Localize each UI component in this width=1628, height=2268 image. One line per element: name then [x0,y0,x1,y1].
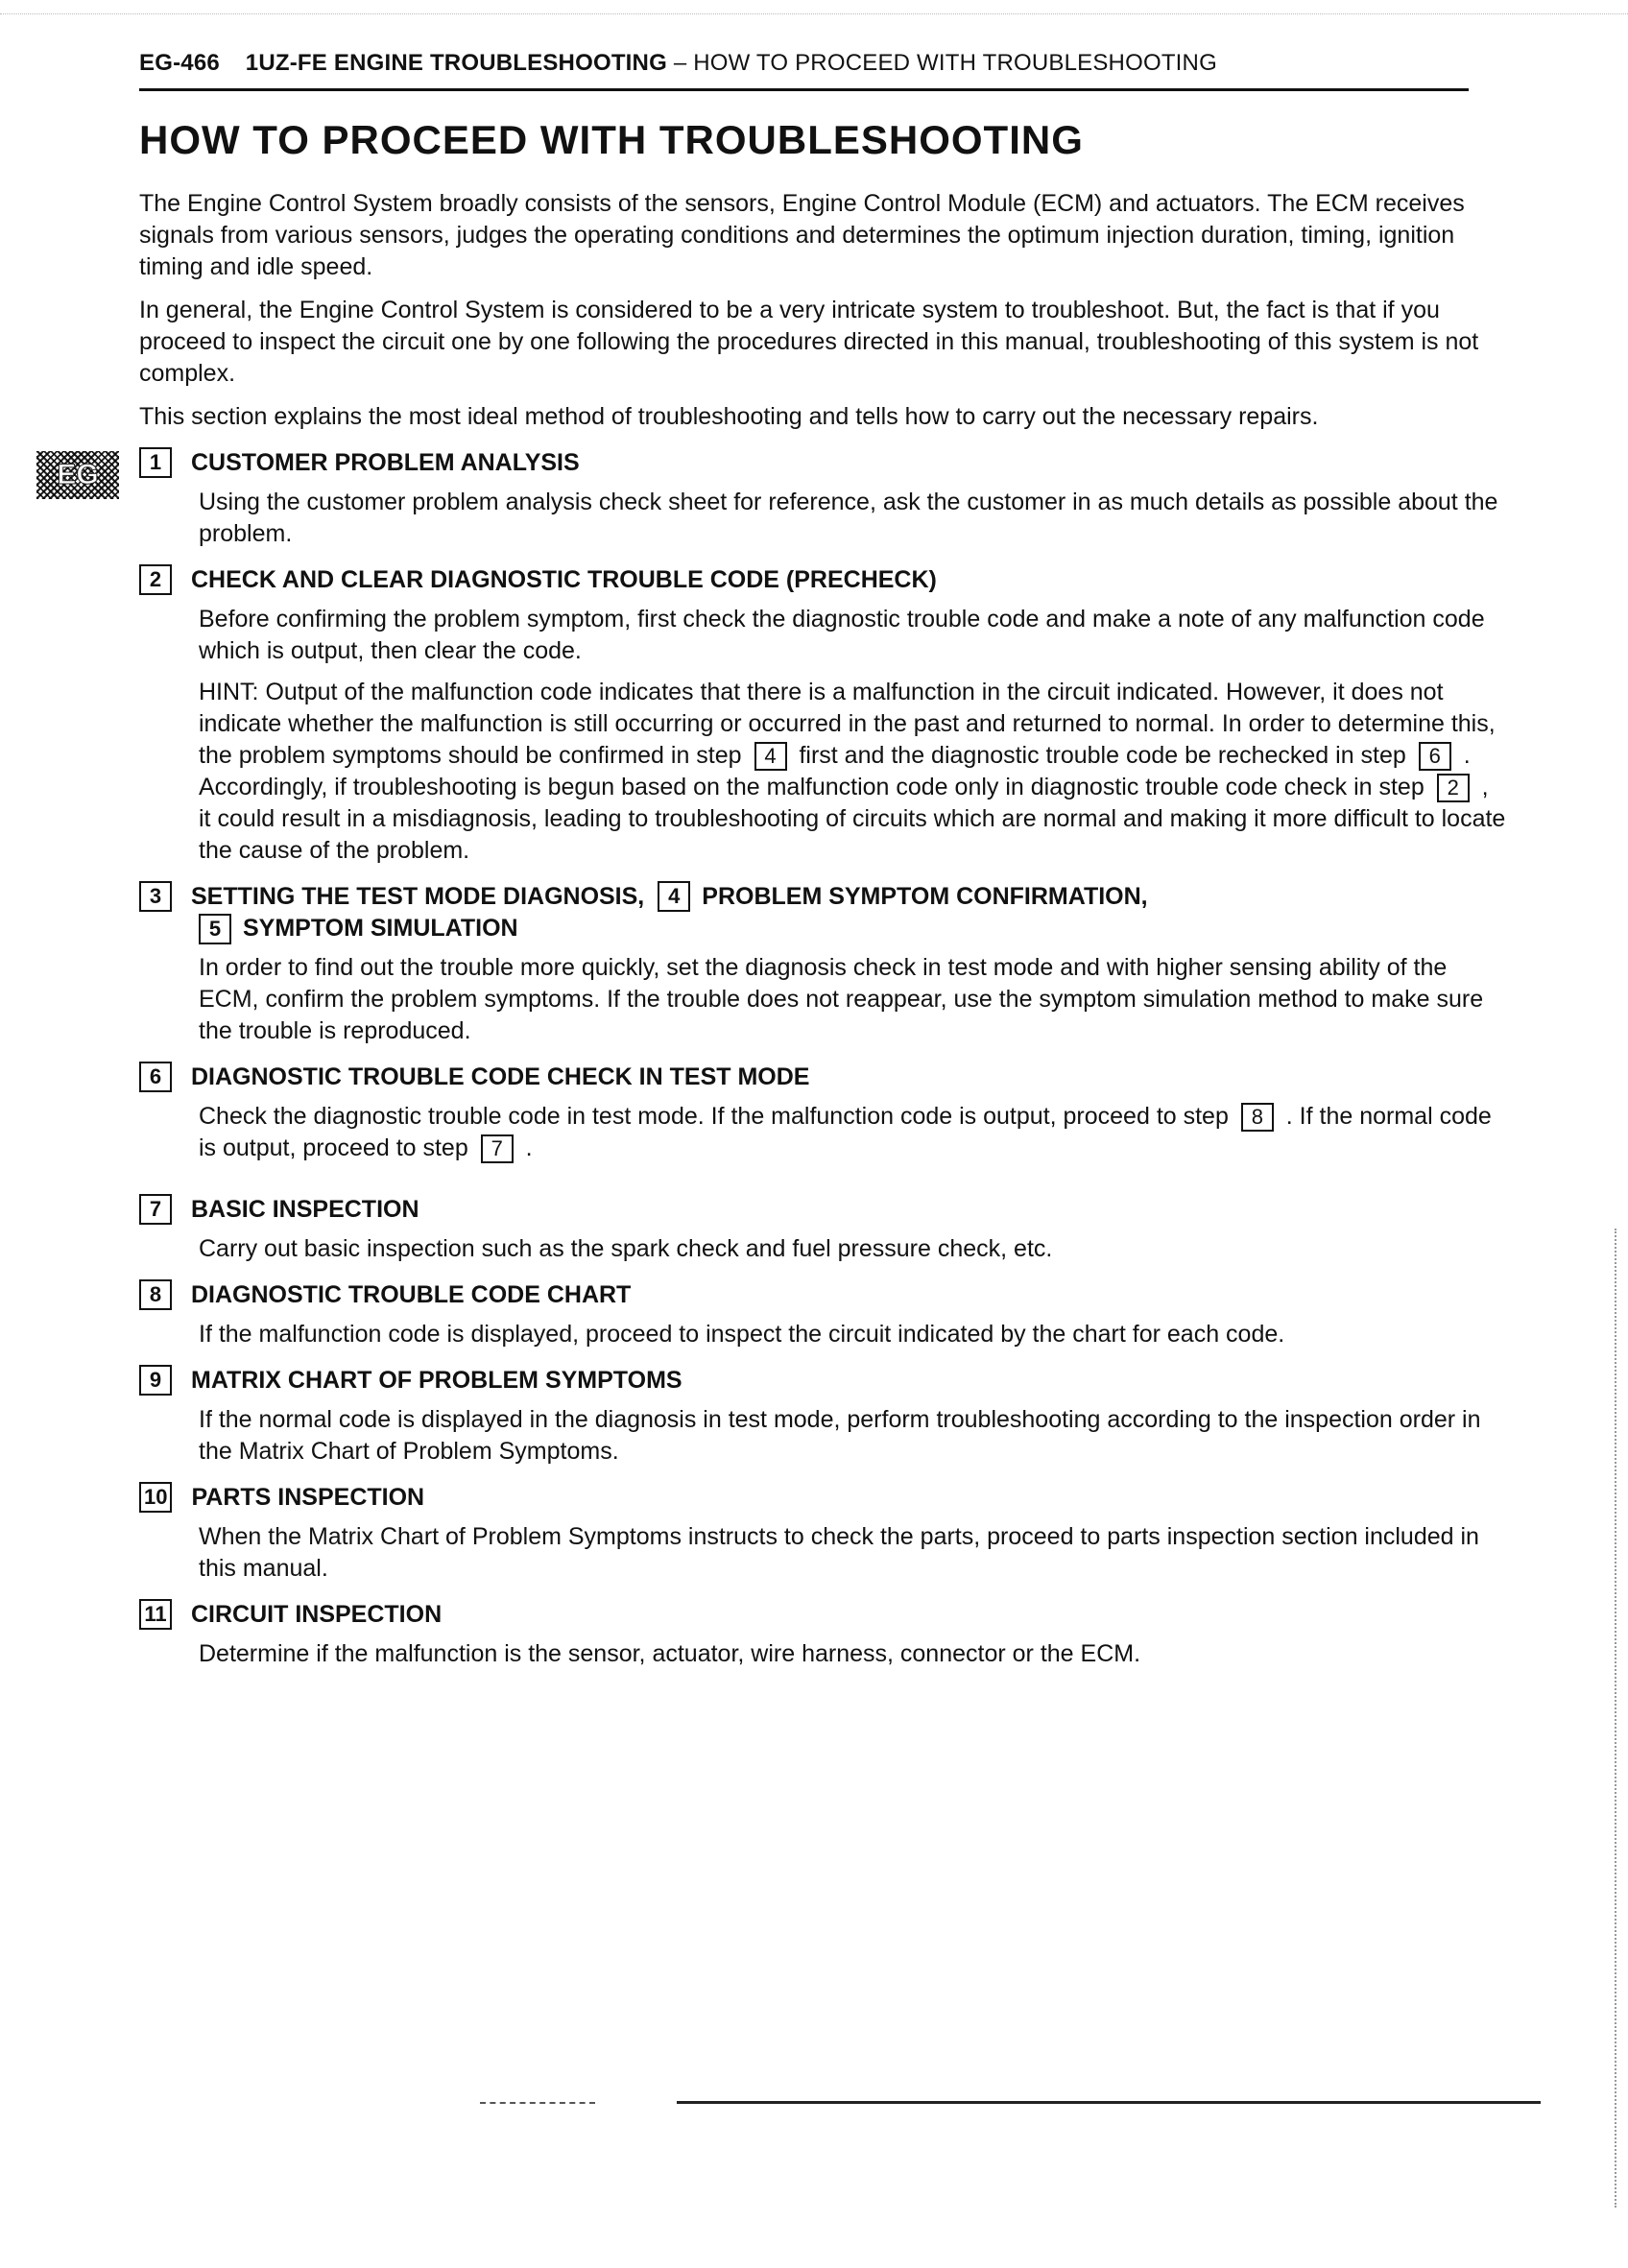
step-title: DIAGNOSTIC TROUBLE CODE CHECK IN TEST MODE [191,1063,810,1090]
step-title: CIRCUIT INSPECTION [191,1601,443,1628]
intro-paragraph: This section explains the most ideal method of troubleshooting and tells how to carry out the necessary repairs. [139,403,1319,430]
intro-paragraph: The Engine Control System broadly consists of the sensors, Engine Control Module (ECM) and actuators. The ECM receives signals from various sensors, judges the operating conditions and determines the optimum injection duration, timing, ignition timing and idle speed. [139,190,1465,280]
page-number: EG-466 [139,50,220,76]
step-number-box: 3 [139,881,172,912]
step-reference-box: 4 [754,742,787,771]
step-reference-box: 8 [1241,1103,1274,1132]
step-heading [139,1193,1507,1226]
step-description: Check the diagnostic trouble code in test mode. If the malfunction code is output, proceed to step 8 . If the normal code is output, proceed to step 7 . [199,1101,1507,1164]
step-number-box: 9 [139,1365,172,1396]
step-3-4-5 [139,880,1507,1047]
step-title: CHECK AND CLEAR DIAGNOSTIC TROUBLE CODE (PRECHECK) [191,566,937,593]
step-reference-box: 2 [1437,774,1470,802]
hint-text: Accordingly, if troubleshooting is begun based on the malfunction code only in diagnostic trouble code check in step 2 , it could result in a misdiagnosis, leading to troubleshooting of circuits which are normal and making it more difficult to locate the cause of the problem. [199,774,1506,864]
step-title: MATRIX CHART OF PROBLEM SYMPTOMS [191,1367,682,1394]
step-number-box: 2 [139,564,172,595]
step-9 [139,1364,1507,1468]
step-10 [139,1481,1507,1585]
step-reference-box: 6 [1419,742,1451,771]
step-number-box: 4 [658,881,690,912]
step-reference-box: 7 [481,1134,514,1163]
step-heading [139,1481,1507,1514]
step-heading [139,1061,1507,1093]
intro-paragraph: In general, the Engine Control System is considered to be a very intricate system to troubleshoot. But, the fact is that if you proceed to inspect the circuit one by one following the procedures directed in this manual, troubleshooting of this system is not complex. [139,297,1479,387]
step-title: DIAGNOSTIC TROUBLE CODE CHART [191,1281,632,1308]
section-tab-eg [36,451,119,499]
step-description: If the normal code is displayed in the diagnosis in test mode, perform troubleshooting according to the inspection order in the Matrix Chart of Problem Symptoms. [199,1406,1481,1465]
step-title: PARTS INSPECTION [191,1484,425,1511]
step-heading [139,563,1507,596]
page-title: HOW TO PROCEED WITH TROUBLESHOOTING [139,117,1084,162]
step-description: Before confirming the problem symptom, first check the diagnostic trouble code and make a note of any malfunction code which is output, then clear the code. [199,606,1485,664]
scan-border-top [0,13,1628,14]
header-subsection: – HOW TO PROCEED WITH TROUBLESHOOTING [673,50,1217,76]
step-title: BASIC INSPECTION [191,1196,419,1223]
scan-border-right [1615,1229,1616,2208]
step-heading [139,1598,1507,1631]
step-heading [139,1278,1507,1311]
step-description: If the malfunction code is displayed, proceed to inspect the circuit indicated by the chart for each code. [199,1321,1285,1348]
step-number-box: 5 [199,914,231,944]
step-number-box: 11 [139,1599,172,1630]
header-rule [139,88,1469,91]
footer-rule [480,2102,595,2104]
step-description: In order to find out the trouble more quickly, set the diagnosis check in test mode and with higher sensing ability of the ECM, confirm the problem symptoms. If the trouble does not reappear, use the symptom simulation method to make sure the trouble is reproduced. [199,954,1484,1044]
step-8 [139,1278,1507,1350]
step-7 [139,1193,1507,1265]
step-11 [139,1598,1507,1670]
document-body [139,188,1507,1680]
step-heading [139,1364,1507,1397]
step-title: PROBLEM SYMPTOM CONFIRMATION, [702,883,1148,910]
header-section: 1UZ-FE ENGINE TROUBLESHOOTING [245,50,667,76]
step-description: Carry out basic inspection such as the spark check and fuel pressure check, etc. [199,1235,1053,1262]
step-title: SYMPTOM SIMULATION [243,915,518,942]
step-number-box: 8 [139,1279,172,1310]
step-number-box: 10 [139,1482,172,1513]
section-tab-label: EG [57,459,99,490]
step-number-box: 6 [139,1062,172,1092]
step-title: SETTING THE TEST MODE DIAGNOSIS, [191,883,645,910]
step-number-box: 1 [139,447,172,478]
page-header [139,50,1469,77]
step-6 [139,1061,1507,1164]
step-1 [139,446,1507,550]
step-title: CUSTOMER PROBLEM ANALYSIS [191,449,580,476]
step-number-box: 7 [139,1194,172,1225]
step-description: When the Matrix Chart of Problem Symptoms instructs to check the parts, proceed to parts inspection section included in this manual. [199,1523,1479,1582]
step-heading [139,446,1507,479]
step-heading [139,880,1507,913]
step-2 [139,563,1507,867]
step-description: Using the customer problem analysis check sheet for reference, ask the customer in as much details as possible about the problem. [199,489,1498,547]
footer-rule [677,2101,1541,2104]
step-description: Determine if the malfunction is the sensor, actuator, wire harness, connector or the ECM. [199,1640,1141,1667]
hint-text: HINT: Output of the malfunction code indicates that there is a malfunction in the circuit indicated. However, it does not indicate whether the malfunction is still occurring or occurred in the past and returned to normal. In order to determine this, the problem symptoms should be confirmed in step 4 first and the diagnostic trouble code be rechecked in step 6 . [199,677,1507,772]
step-heading-continued [139,913,1507,944]
